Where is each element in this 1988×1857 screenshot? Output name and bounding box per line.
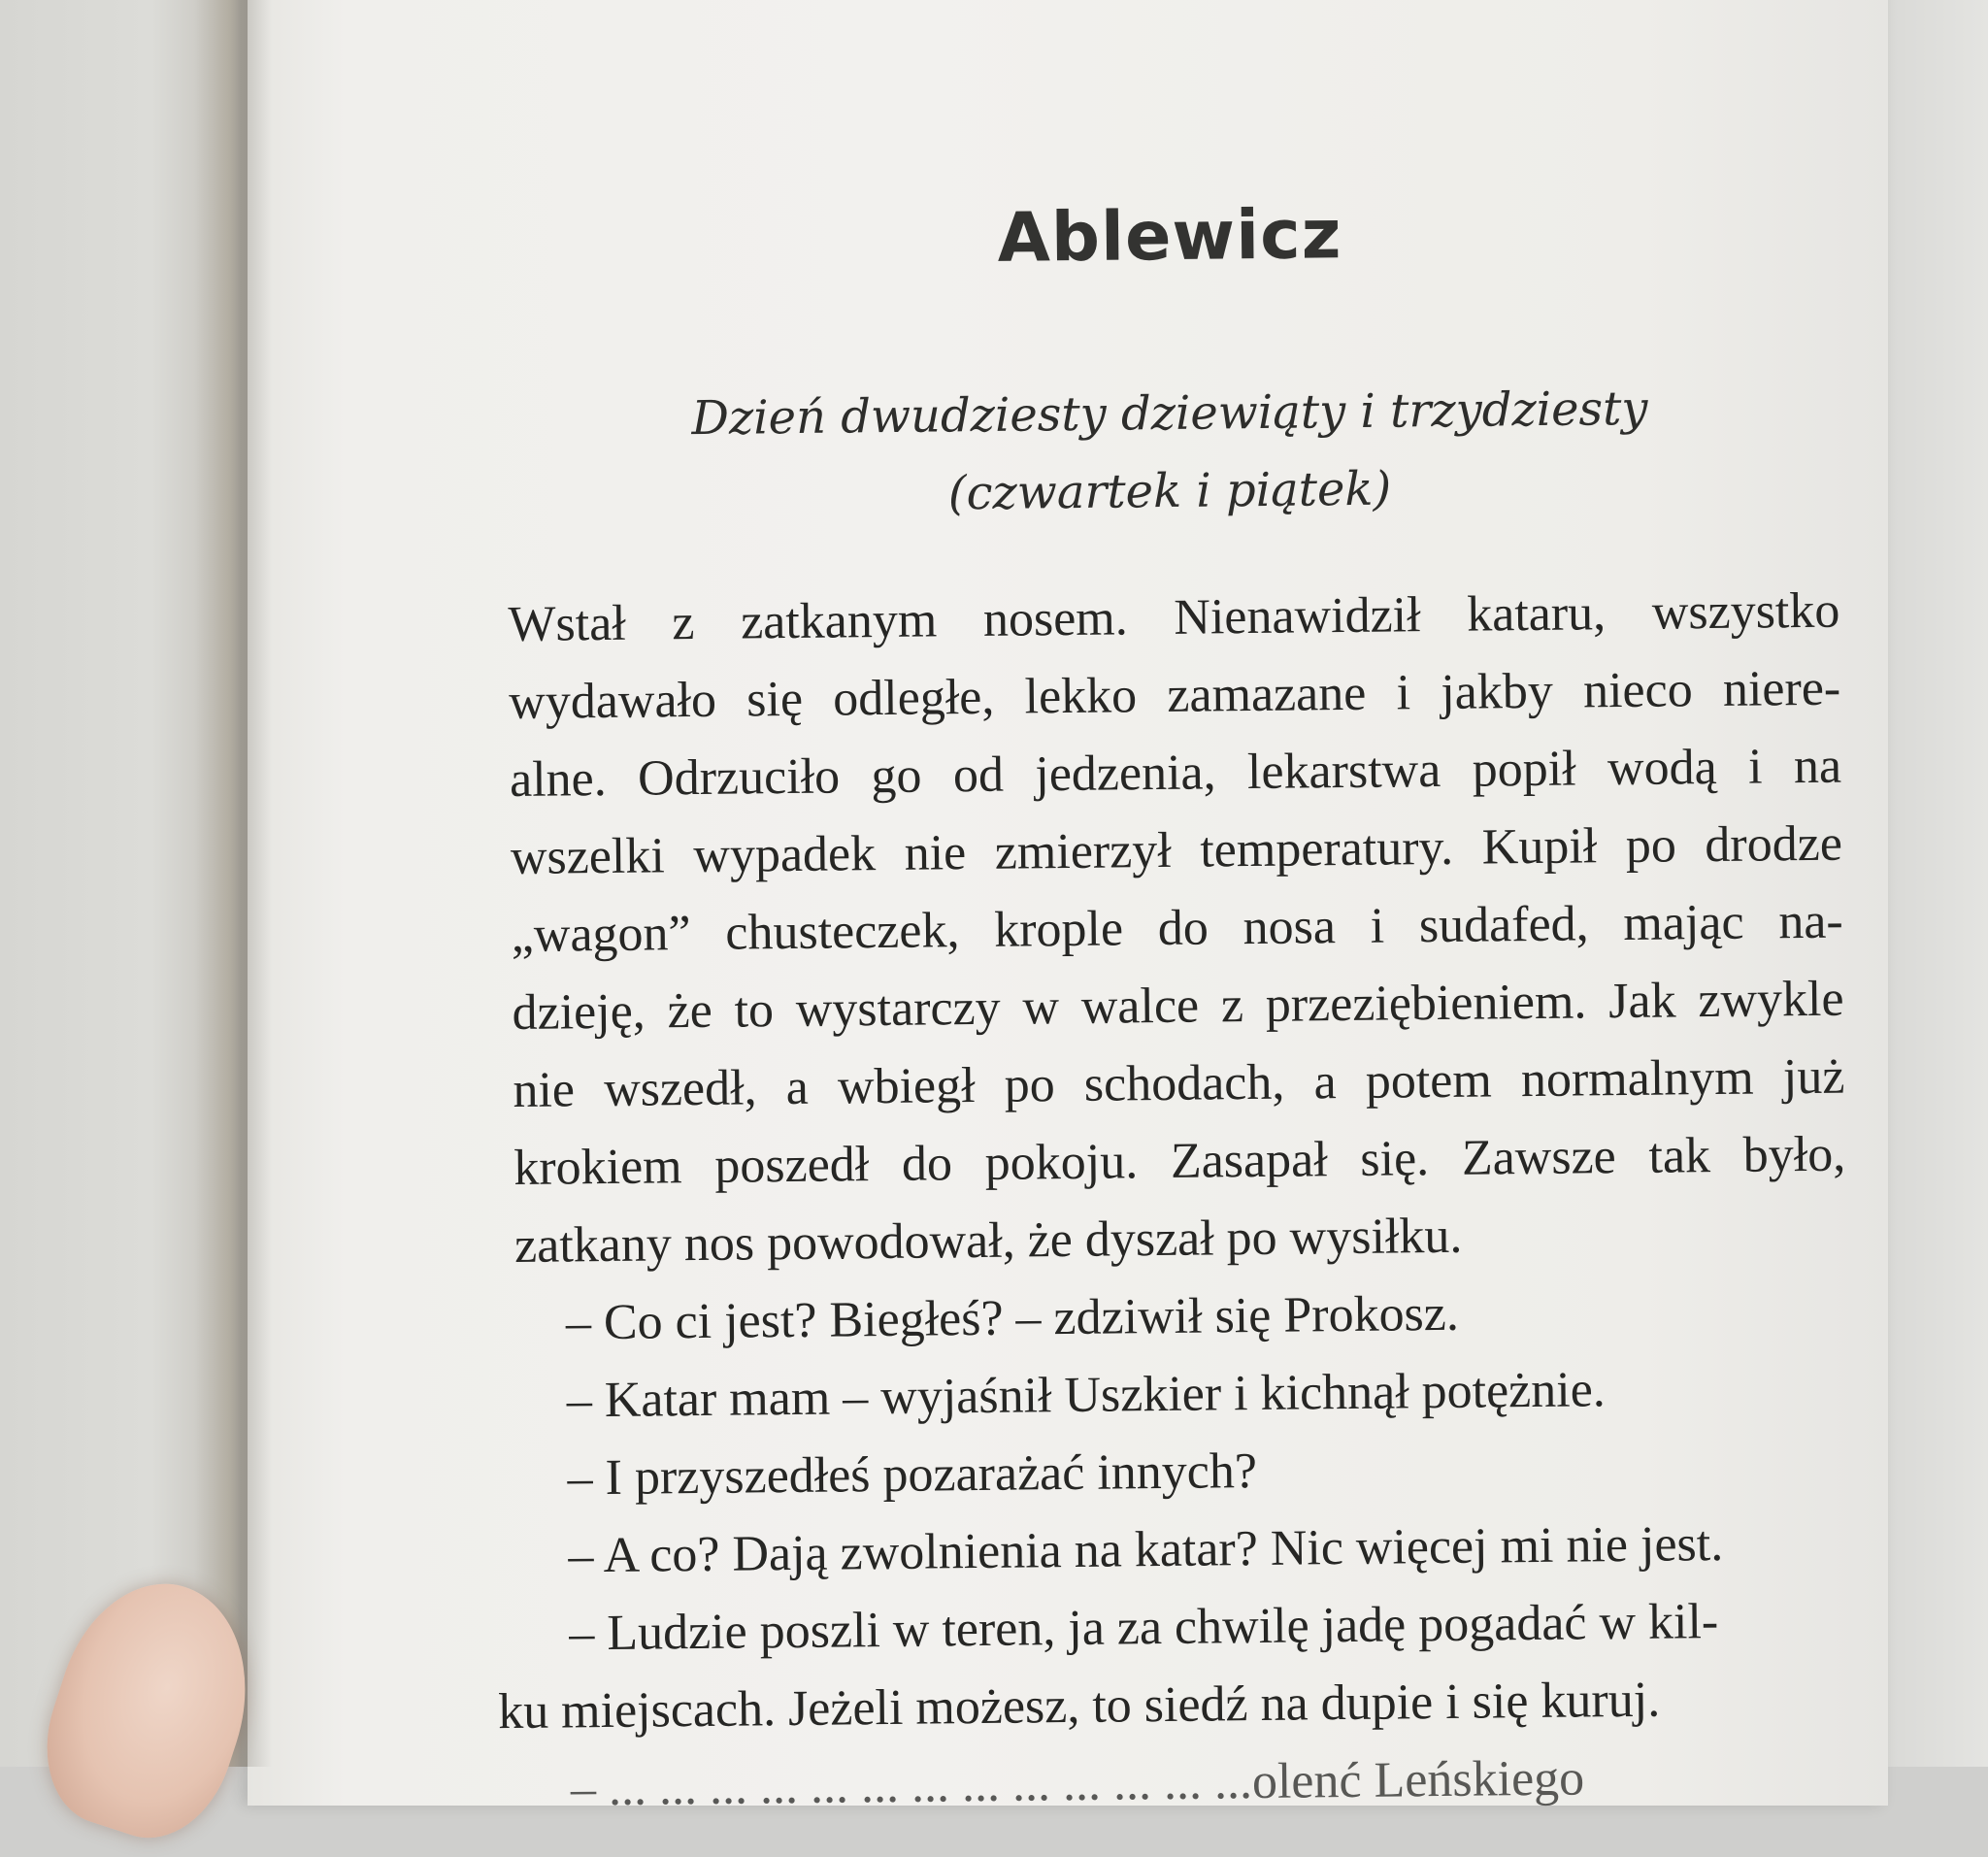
text-line: „wagon” chusteczek, krople do nosa i sudafed, mając na- bbox=[511, 893, 1843, 963]
partial-cut-line: – ... ... ... ... ... ... ... ... ... ... ... ... ...olenć Leńskiego bbox=[570, 1750, 1585, 1817]
show-through-text bbox=[607, 0, 1888, 621]
text-line: zatkany nos powodował, że dyszał po wysiłku. bbox=[514, 1208, 1463, 1274]
text-line: dzieję, że to wystarczy w walce z przeziębieniem. Jak zwykle bbox=[512, 971, 1844, 1041]
chapter-subtitle-line-1: Dzień dwudziesty dziewiąty i trzydziesty bbox=[691, 381, 1648, 447]
text-line: krokiem poszedł do pokoju. Zasapał się. Zawsze tak było, bbox=[513, 1126, 1846, 1196]
dialogue-line: – I przyszedłeś pozarażać innych? bbox=[567, 1442, 1258, 1507]
dialogue-line: – Ludzie poszli w teren, ja za chwilę jadę pogadać w kil- bbox=[569, 1593, 1719, 1662]
chapter-title: Ablewicz bbox=[997, 194, 1342, 278]
dialogue-line: – Katar mam – wyjaśnił Uszkier i kichnął potężnie. bbox=[566, 1362, 1607, 1429]
text-line: Wstał z zatkanym nosem. Nienawidził kataru, wszystko bbox=[508, 582, 1840, 652]
text-line: wszelki wypadek nie zmierzył temperatury. Kupił po drodze bbox=[510, 815, 1843, 885]
text-line: wydawało się odległe, lekko zamazane i jakby nieco niere- bbox=[508, 660, 1841, 730]
chapter-subtitle-line-2: (czwartek i piątek) bbox=[947, 461, 1392, 521]
background-right bbox=[1872, 0, 1988, 1767]
dialogue-line: – Co ci jest? Biegłeś? – zdziwił się Prokosz. bbox=[565, 1285, 1460, 1351]
text-line: alne. Odrzuciło go od jedzenia, lekarstwa popił wodą i na bbox=[509, 738, 1842, 808]
dialogue-line: – A co? Dają zwolnienia na katar? Nic więcej mi nie jest. bbox=[568, 1515, 1724, 1584]
book-page bbox=[248, 0, 1888, 1817]
binding-shadow bbox=[194, 0, 272, 1767]
text-line: ku miejscach. Jeżeli możesz, to siedź na dupie i się kuruj. bbox=[497, 1672, 1661, 1741]
text-line: nie wszedł, a wbiegł po schodach, a potem normalnym już bbox=[513, 1048, 1845, 1118]
